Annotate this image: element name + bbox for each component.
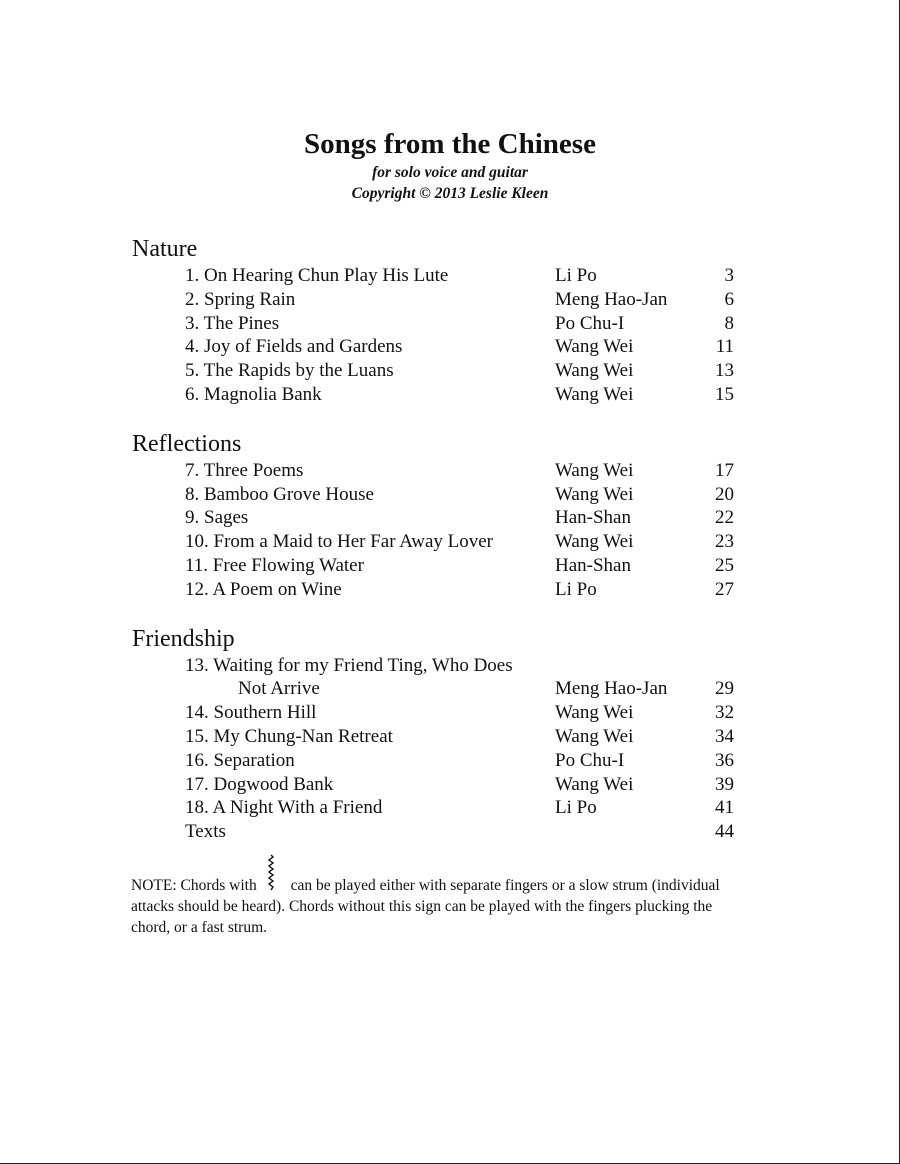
entry-author: Wang Wei bbox=[555, 459, 634, 481]
entry-page-number: 25 bbox=[715, 554, 734, 576]
toc-entry bbox=[0, 725, 900, 749]
toc-entry bbox=[0, 554, 900, 578]
entry-page-number: 29 bbox=[715, 678, 734, 700]
entry-title: 17. Dogwood Bank bbox=[185, 773, 334, 795]
entry-title: 13. Waiting for my Friend Ting, Who Does bbox=[185, 654, 513, 676]
toc-entry bbox=[0, 335, 900, 359]
entry-author: Meng Hao-Jan bbox=[555, 288, 668, 310]
entry-title: Texts bbox=[185, 821, 226, 843]
toc-section bbox=[0, 429, 900, 602]
entry-author: Han-Shan bbox=[555, 554, 631, 576]
entry-title: 15. My Chung-Nan Retreat bbox=[185, 725, 393, 747]
arpeggio-wavy-line-icon bbox=[257, 872, 287, 890]
toc-section bbox=[0, 624, 900, 844]
entry-page-number: 32 bbox=[715, 702, 734, 724]
page-subtitle: for solo voice and guitar bbox=[372, 164, 528, 181]
table-of-contents bbox=[0, 234, 900, 866]
entry-page-number: 36 bbox=[715, 749, 734, 771]
toc-entry bbox=[0, 288, 900, 312]
entry-page-number: 39 bbox=[715, 773, 734, 795]
entry-author: Wang Wei bbox=[555, 702, 634, 724]
entry-title: 12. A Poem on Wine bbox=[185, 578, 342, 600]
entry-page-number: 23 bbox=[715, 531, 734, 553]
section-heading: Friendship bbox=[132, 625, 235, 652]
toc-entry bbox=[0, 530, 900, 554]
entry-page-number: 6 bbox=[724, 288, 734, 310]
entry-page-number: 3 bbox=[724, 265, 734, 286]
entry-author: Wang Wei bbox=[555, 336, 634, 358]
toc-entry bbox=[0, 483, 900, 507]
page-header bbox=[0, 126, 900, 204]
entry-title: 18. A Night With a Friend bbox=[185, 797, 383, 819]
entry-title: 14. Southern Hill bbox=[185, 702, 317, 724]
entry-title: 7. Three Poems bbox=[185, 459, 304, 481]
entry-author: Li Po bbox=[555, 578, 597, 600]
page-title: Songs from the Chinese bbox=[304, 128, 596, 160]
entry-title: 1. On Hearing Chun Play His Lute bbox=[185, 265, 449, 286]
toc-entry bbox=[0, 383, 900, 407]
toc-entry bbox=[0, 677, 900, 701]
note-text-start: NOTE: Chords with bbox=[131, 877, 257, 894]
toc-entry bbox=[0, 773, 900, 797]
toc-entry bbox=[0, 578, 900, 602]
entry-title: 5. The Rapids by the Luans bbox=[185, 360, 394, 382]
entry-author: Wang Wei bbox=[555, 531, 634, 553]
entry-author: Po Chu-I bbox=[555, 749, 625, 771]
entry-title: 4. Joy of Fields and Gardens bbox=[185, 336, 403, 358]
entry-page-number: 15 bbox=[715, 383, 734, 405]
toc-entry bbox=[0, 820, 900, 844]
toc-section bbox=[0, 234, 900, 407]
entry-title: 9. Sages bbox=[185, 507, 249, 529]
entry-page-number: 27 bbox=[715, 578, 734, 600]
entry-author: Wang Wei bbox=[555, 773, 634, 795]
note-text-rest: can be played either with separate fingers or a slow strum (individual attacks should be heard). Chords without this sign can be played with the fingers plucking the chord, or a fast strum. bbox=[131, 877, 720, 936]
entry-title: Not Arrive bbox=[238, 678, 320, 700]
entry-author: Po Chu-I bbox=[555, 312, 625, 334]
entry-title: 16. Separation bbox=[185, 749, 295, 771]
entry-page-number: 11 bbox=[715, 336, 734, 358]
entry-page-number: 44 bbox=[715, 821, 734, 843]
entry-page-number: 34 bbox=[715, 725, 734, 747]
entry-title: 8. Bamboo Grove House bbox=[185, 483, 374, 505]
toc-entry bbox=[0, 312, 900, 336]
entry-author: Wang Wei bbox=[555, 360, 634, 382]
section-heading: Nature bbox=[132, 236, 198, 262]
toc-entry bbox=[0, 796, 900, 820]
toc-entry bbox=[0, 459, 900, 483]
entry-title: 3. The Pines bbox=[185, 312, 280, 334]
entry-author: Wang Wei bbox=[555, 725, 634, 747]
toc-entry bbox=[0, 359, 900, 383]
section-heading: Reflections bbox=[132, 430, 242, 457]
entry-title: 6. Magnolia Bank bbox=[185, 383, 322, 405]
performance-note bbox=[131, 872, 751, 938]
entry-page-number: 22 bbox=[715, 507, 734, 529]
toc-entry bbox=[0, 654, 900, 678]
entry-author: Meng Hao-Jan bbox=[555, 678, 668, 700]
entry-title: 10. From a Maid to Her Far Away Lover bbox=[185, 531, 493, 553]
entry-author: Han-Shan bbox=[555, 507, 631, 529]
entry-page-number: 8 bbox=[724, 312, 734, 334]
entry-author: Li Po bbox=[555, 797, 597, 819]
entry-author: Wang Wei bbox=[555, 483, 634, 505]
entry-title: 11. Free Flowing Water bbox=[185, 554, 364, 576]
entry-title: 2. Spring Rain bbox=[185, 288, 296, 310]
entry-page-number: 41 bbox=[715, 797, 734, 819]
entry-author: Wang Wei bbox=[555, 383, 634, 405]
entry-page-number: 20 bbox=[715, 483, 734, 505]
toc-entry bbox=[0, 506, 900, 530]
toc-entry bbox=[0, 701, 900, 725]
copyright-line: Copyright © 2013 Leslie Kleen bbox=[351, 185, 549, 202]
toc-entry bbox=[0, 264, 900, 288]
entry-page-number: 17 bbox=[715, 459, 734, 481]
entry-page-number: 13 bbox=[715, 360, 734, 382]
entry-author: Li Po bbox=[555, 265, 597, 286]
toc-entry bbox=[0, 749, 900, 773]
